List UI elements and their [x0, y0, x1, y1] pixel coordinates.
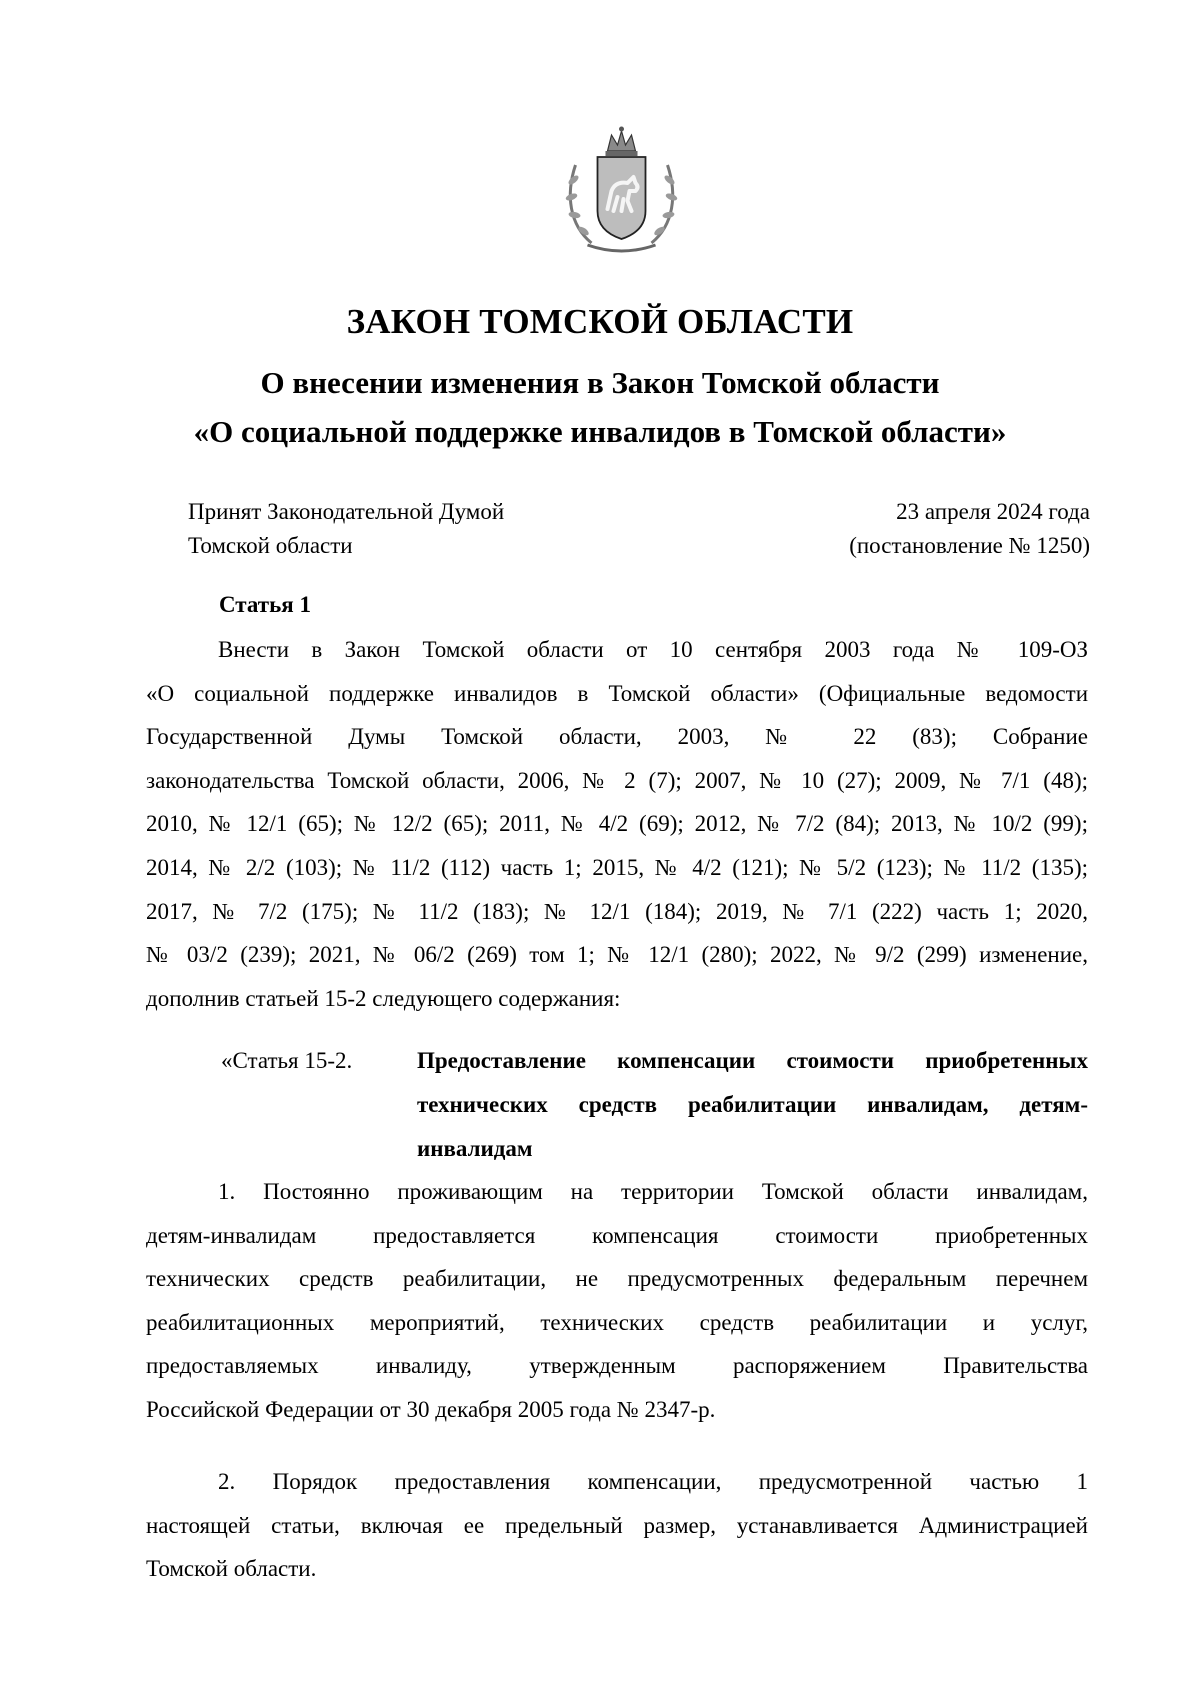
text-line: детям-инвалидам предоставляется компенсация стоимости приобретенных: [146, 1222, 1088, 1248]
text-line: Государственной Думы Томской области, 2003, № 22 (83); Собрание: [146, 724, 1088, 750]
text-line: 2014, № 2/2 (103); № 11/2 (112) часть 1; 2015, № 4/2 (121); № 5/2 (123); № 11/2 (135);: [146, 854, 1088, 880]
text-line: Томской области.: [146, 1556, 317, 1582]
text-line: Российской Федерации от 30 декабря 2005 года № 2347-р.: [146, 1396, 716, 1422]
adoption-date: [849, 495, 1090, 563]
text-line: «О социальной поддержке инвалидов в Томской области» (Официальные ведомости: [146, 680, 1088, 706]
article-15-2-part-1: [146, 1170, 1088, 1432]
text-line: настоящей статьи, включая ее предельный размер, устанавливается Администрацией: [146, 1512, 1088, 1538]
coat-of-arms-icon: [561, 125, 682, 255]
text-line: законодательства Томской области, 2006, № 2 (7); 2007, № 10 (27); 2009, № 7/1 (48);: [146, 767, 1088, 793]
article-15-2-label: «Статья 15-2.: [221, 1048, 353, 1073]
text-line: 2017, № 7/2 (175); № 11/2 (183); № 12/1 (184); 2019, № 7/1 (222) часть 1; 2020,: [146, 898, 1088, 924]
article-15-2-title: [417, 1039, 1088, 1171]
text-line: дополнив статьей 15-2 следующего содержания:: [146, 985, 621, 1011]
law-title: ЗАКОН ТОМСКОЙ ОБЛАСТИ: [346, 302, 854, 341]
adoption-date-line: 23 апреля 2024 года: [896, 499, 1090, 524]
text-line: предоставляемых инвалиду, утвержденным распоряжением Правительства: [146, 1353, 1088, 1379]
article-1-text: [146, 628, 1088, 1020]
text-line: Внести в Закон Томской области от 10 сентября 2003 года № 109-ОЗ: [218, 637, 1088, 662]
article-15-2-part-2: [146, 1460, 1088, 1591]
adoption-authority-line2: Томской области: [188, 533, 353, 558]
title-line: инвалидам: [417, 1136, 533, 1161]
text-line: технических средств реабилитации, не предусмотренных федеральным перечнем: [146, 1266, 1088, 1292]
title-line: Предоставление компенсации стоимости приобретенных: [417, 1048, 1088, 1073]
text-line: 2010, № 12/1 (65); № 12/2 (65); 2011, № 4/2 (69); 2012, № 7/2 (84); 2013, № 10/2 (99);: [146, 811, 1088, 837]
article-1-heading: Статья 1: [219, 592, 311, 617]
law-subtitle-line1: О внесении изменения в Закон Томской области: [260, 365, 940, 400]
resolution-number-line: (постановление № 1250): [849, 533, 1090, 558]
law-subtitle-line2: «О социальной поддержке инвалидов в Томской области»: [193, 414, 1007, 449]
adoption-authority-line1: Принят Законодательной Думой: [188, 499, 505, 524]
text-line: № 03/2 (239); 2021, № 06/2 (269) том 1; № 12/1 (280); 2022, № 9/2 (299) изменение,: [146, 942, 1088, 968]
title-line: технических средств реабилитации инвалидам, детям-: [417, 1092, 1088, 1117]
adoption-authority: [188, 495, 504, 563]
text-line: 1. Постоянно проживающим на территории Томской области инвалидам,: [218, 1179, 1088, 1204]
text-line: 2. Порядок предоставления компенсации, предусмотренной частью 1: [218, 1469, 1088, 1494]
text-line: реабилитационных мероприятий, технических средств реабилитации и услуг,: [146, 1309, 1088, 1335]
